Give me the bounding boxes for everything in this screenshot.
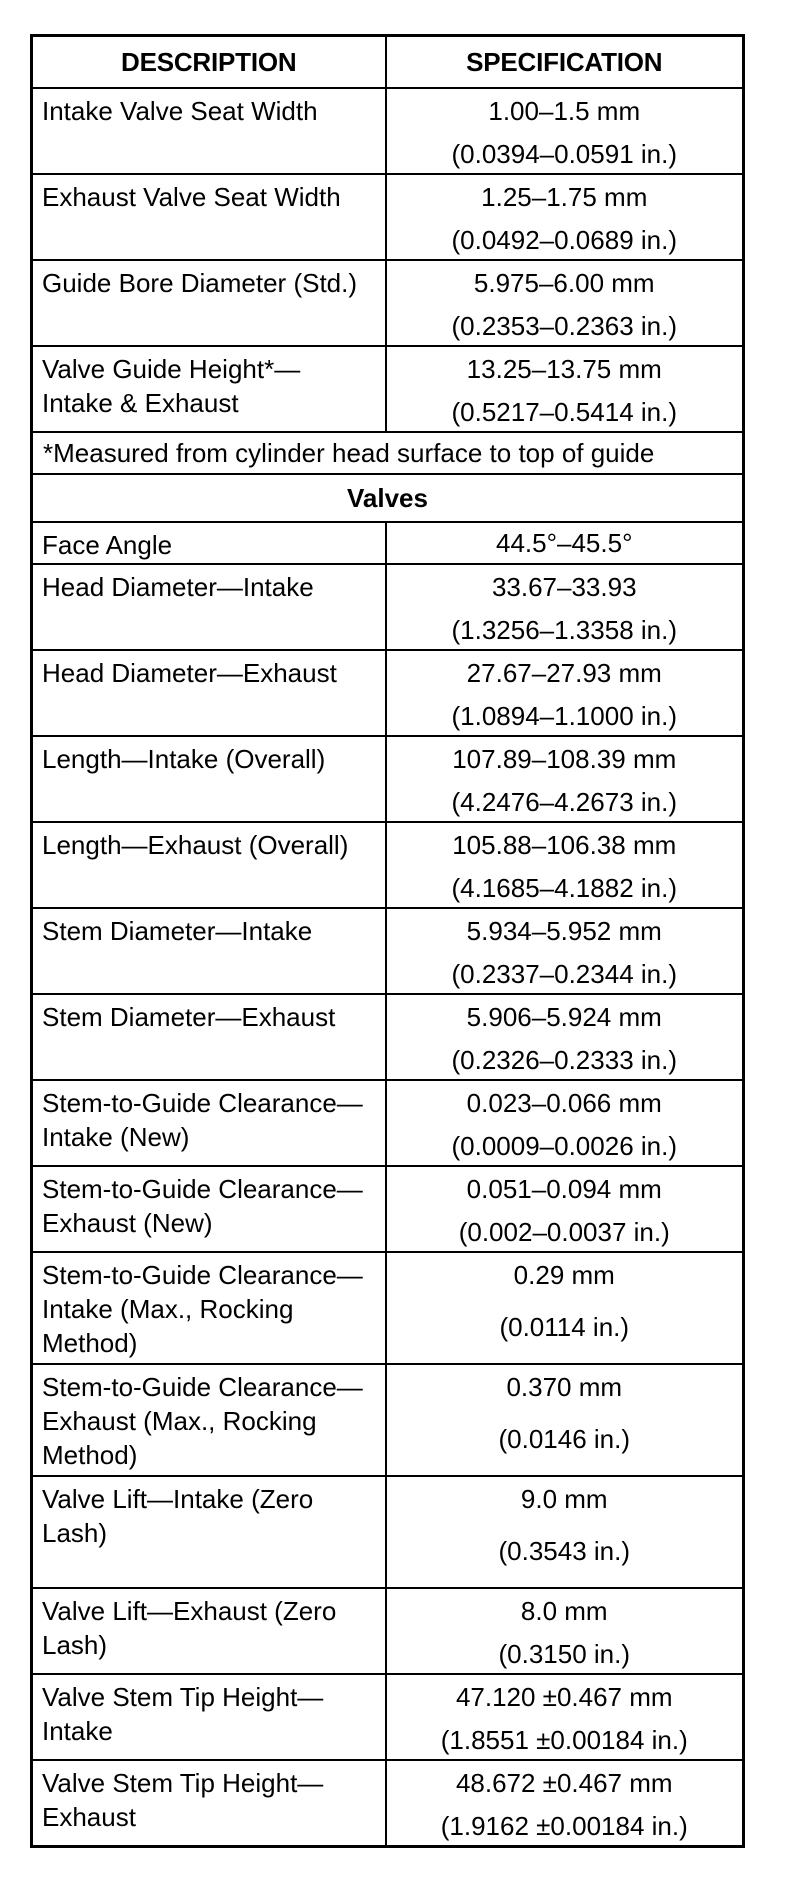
spec-imperial: (1.8551 ±0.00184 in.)	[440, 1725, 688, 1755]
table-row	[32, 1674, 744, 1760]
table-row	[32, 650, 744, 736]
row-description: Valve Lift—Exhaust (Zero Lash)	[32, 1588, 386, 1674]
row-specification	[386, 908, 744, 994]
row-specification	[386, 1166, 744, 1252]
row-specification	[386, 1080, 744, 1166]
section-title-valves: Valves	[32, 474, 744, 522]
table-row	[32, 908, 744, 994]
table-row	[32, 736, 744, 822]
row-description: Valve Guide Height*— Intake & Exhaust	[32, 346, 386, 432]
spec-metric: 105.88–106.38 mm	[452, 830, 677, 860]
table-row	[32, 522, 744, 564]
spec-imperial: (1.3256–1.3358 in.)	[451, 615, 677, 645]
row-description: Stem-to-Guide Clearance—Exhaust (Max., Rocking Method)	[32, 1364, 386, 1476]
table-row	[32, 174, 744, 260]
table-row	[32, 1252, 744, 1364]
spec-metric: 107.89–108.39 mm	[452, 744, 677, 774]
spec-imperial: (0.3543 in.)	[498, 1536, 631, 1566]
row-specification	[386, 650, 744, 736]
spec-metric: 5.934–5.952 mm	[466, 916, 662, 946]
table-row	[32, 346, 744, 432]
row-specification	[386, 822, 744, 908]
spec-imperial: (0.0394–0.0591 in.)	[451, 139, 677, 169]
table-row	[32, 88, 744, 174]
spec-metric: 48.672 ±0.467 mm	[455, 1768, 673, 1798]
table-row	[32, 822, 744, 908]
row-description: Valve Stem Tip Height—Intake	[32, 1674, 386, 1760]
row-description: Stem-to-Guide Clearance—Intake (New)	[32, 1080, 386, 1166]
footnote: *Measured from cylinder head surface to top of guide	[32, 432, 744, 474]
spec-metric: 47.120 ±0.467 mm	[455, 1682, 673, 1712]
spec-imperial: (0.5217–0.5414 in.)	[451, 397, 677, 427]
row-specification	[386, 346, 744, 432]
row-description: Exhaust Valve Seat Width	[32, 174, 386, 260]
row-description: Stem-to-Guide Clearance—Exhaust (New)	[32, 1166, 386, 1252]
row-description: Guide Bore Diameter (Std.)	[32, 260, 386, 346]
row-description: Intake Valve Seat Width	[32, 88, 386, 174]
row-description: Stem-to-Guide Clearance—Intake (Max., Rocking Method)	[32, 1252, 386, 1364]
spec-metric: 0.051–0.094 mm	[466, 1174, 662, 1204]
row-specification	[386, 174, 744, 260]
row-description: Length—Exhaust (Overall)	[32, 822, 386, 908]
table-row	[32, 1166, 744, 1252]
spec-imperial: (0.0114 in.)	[499, 1312, 630, 1342]
footnote-row	[32, 432, 744, 474]
table-row	[32, 1588, 744, 1674]
spec-metric: 1.25–1.75 mm	[481, 182, 648, 212]
spec-metric: 5.906–5.924 mm	[466, 1002, 662, 1032]
row-specification	[386, 1476, 744, 1588]
spec-imperial: (4.1685–4.1882 in.)	[451, 873, 677, 903]
row-specification	[386, 1760, 744, 1846]
row-description: Length—Intake (Overall)	[32, 736, 386, 822]
row-specification	[386, 1588, 744, 1674]
spec-metric: 8.0 mm	[520, 1596, 608, 1626]
row-specification	[386, 1252, 744, 1364]
spec-imperial: (0.002–0.0037 in.)	[458, 1217, 670, 1247]
table-row	[32, 1364, 744, 1476]
spec-imperial: (0.0492–0.0689 in.)	[451, 225, 677, 255]
table-row	[32, 564, 744, 650]
row-description: Valve Lift—Intake (Zero Lash)	[32, 1476, 386, 1588]
valve-rows	[32, 564, 744, 1846]
spec-metric: 13.25–13.75 mm	[466, 354, 662, 384]
section-row	[32, 474, 744, 522]
spec-imperial: (4.2476–4.2673 in.)	[451, 787, 677, 817]
spec-imperial: (1.9162 ±0.00184 in.)	[440, 1811, 688, 1841]
spec-imperial: (0.2337–0.2344 in.)	[451, 959, 677, 989]
row-specification	[386, 1364, 744, 1476]
row-description: Head Diameter—Exhaust	[32, 650, 386, 736]
row-description: Stem Diameter—Intake	[32, 908, 386, 994]
row-specification	[386, 736, 744, 822]
row-description: Face Angle	[32, 522, 386, 564]
table-row	[32, 994, 744, 1080]
table-row	[32, 260, 744, 346]
spec-metric: 9.0 mm	[520, 1484, 608, 1514]
row-specification: 44.5°–45.5°	[386, 522, 744, 564]
spec-metric: 0.370 mm	[506, 1372, 623, 1402]
specification-header: SPECIFICATION	[386, 36, 744, 89]
table-row	[32, 1080, 744, 1166]
spec-imperial: (0.3150 in.)	[498, 1639, 631, 1669]
spec-imperial: (0.0009–0.0026 in.)	[451, 1131, 677, 1161]
row-specification	[386, 994, 744, 1080]
valve-spec-table	[30, 34, 745, 1848]
spec-imperial: (0.0146 in.)	[498, 1424, 631, 1454]
spec-imperial: (0.2326–0.2333 in.)	[451, 1045, 677, 1075]
spec-metric: 27.67–27.93 mm	[466, 658, 662, 688]
spec-imperial: (1.0894–1.1000 in.)	[451, 701, 677, 731]
spec-metric: 0.023–0.066 mm	[466, 1088, 662, 1118]
row-specification	[386, 1674, 744, 1760]
row-description: Valve Stem Tip Height—Exhaust	[32, 1760, 386, 1846]
row-specification	[386, 88, 744, 174]
spec-metric: 0.29 mm	[513, 1260, 615, 1290]
spec-metric: 5.975–6.00 mm	[473, 268, 655, 298]
description-header: DESCRIPTION	[32, 36, 386, 89]
spec-metric: 1.00–1.5 mm	[488, 96, 641, 126]
row-description: Stem Diameter—Exhaust	[32, 994, 386, 1080]
spec-metric: 33.67–33.93	[491, 572, 637, 602]
row-description: Head Diameter—Intake	[32, 564, 386, 650]
header-row	[32, 36, 744, 89]
spec-imperial: (0.2353–0.2363 in.)	[451, 311, 677, 341]
row-specification	[386, 260, 744, 346]
table-row	[32, 1760, 744, 1846]
table-row	[32, 1476, 744, 1588]
row-specification	[386, 564, 744, 650]
